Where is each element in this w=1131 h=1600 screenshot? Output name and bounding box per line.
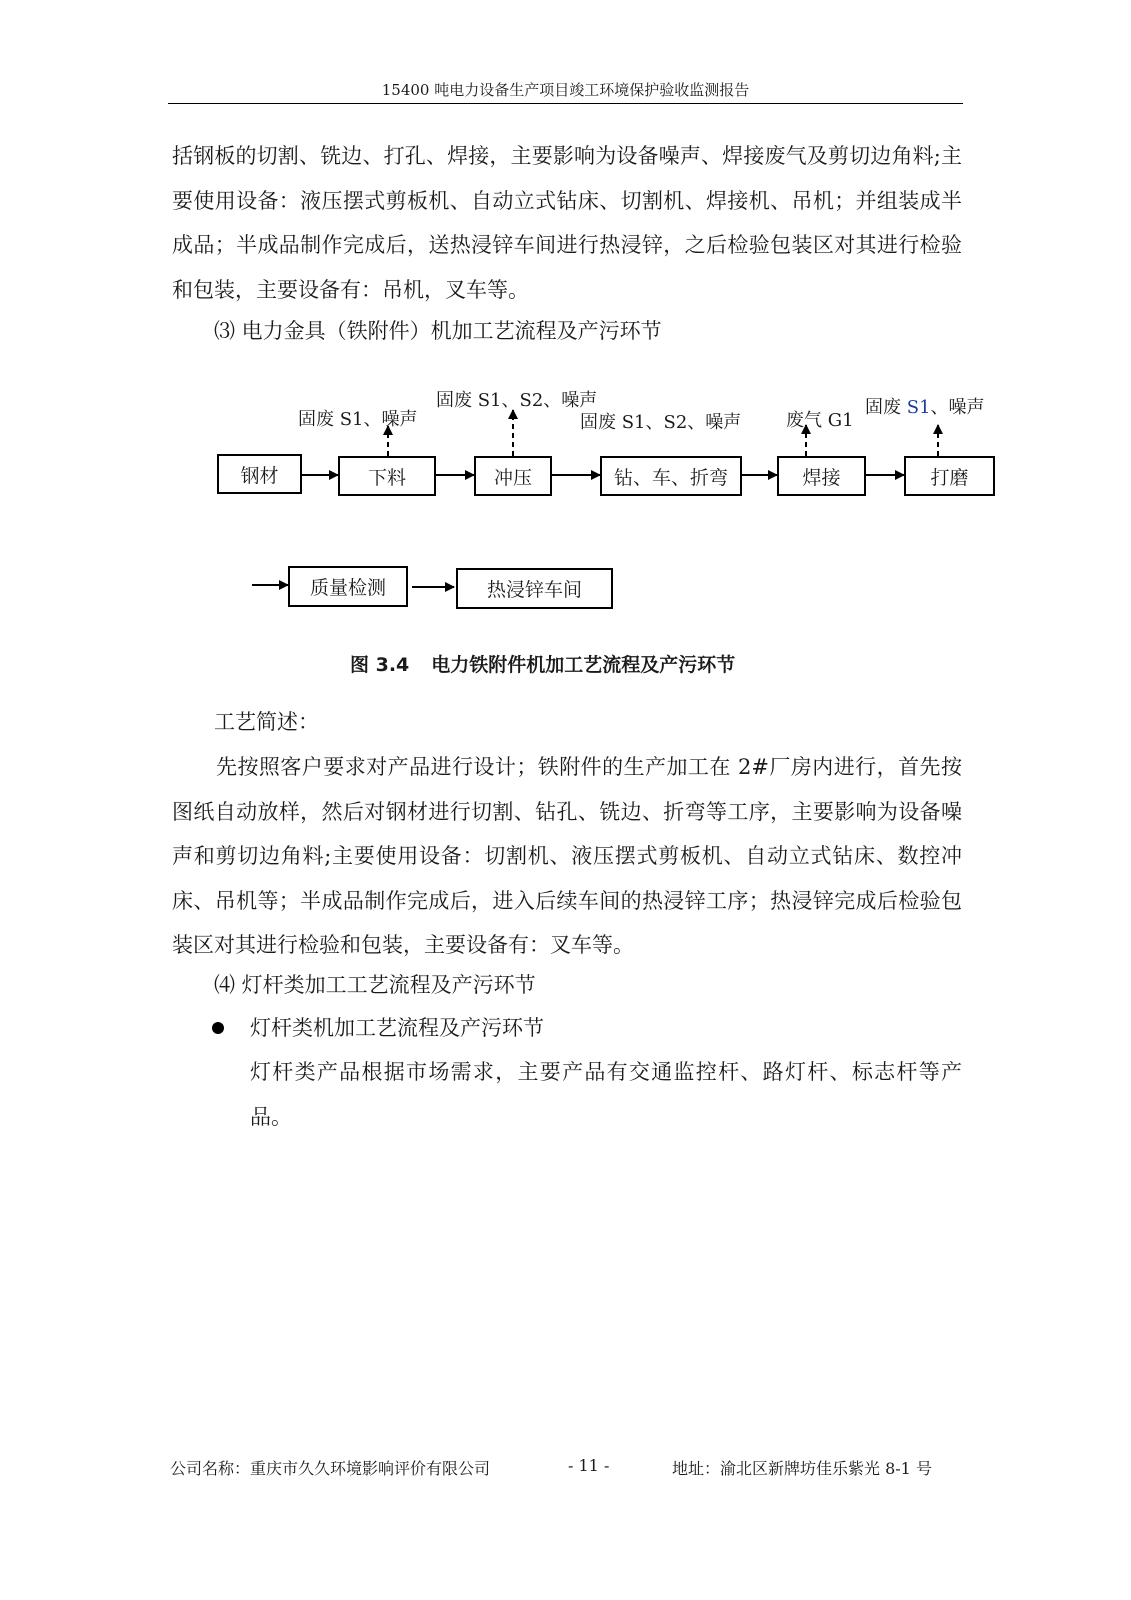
figure-caption <box>350 650 735 677</box>
emission-label-damo-code: S1 <box>906 397 931 418</box>
emission-label-zuan: 固废 S1、S2、噪声 <box>580 412 742 433</box>
flow-box-gangcai: 钢材 <box>217 454 302 494</box>
emission-label-damo <box>865 393 985 419</box>
flow-box-hanjie: 焊接 <box>777 456 866 496</box>
footer-company: 公司名称：重庆市久久环境影响评价有限公司 <box>170 1459 491 1478</box>
section-4-heading: ⑷ 灯杆类加工工艺流程及产污环节 <box>214 973 536 997</box>
emission-label-damo-prefix: 固废 <box>865 397 907 418</box>
bullet-dot <box>212 1022 224 1034</box>
figure-title: 电力铁附件机加工艺流程及产污环节 <box>431 654 736 676</box>
emission-label-hanjie: 废气 G1 <box>786 410 854 431</box>
intro-paragraph: 括钢板的切割、铣边、打孔、焊接，主要影响为设备噪声、焊接废气及剪切边角料;主要使用设备：液压摆式剪板机、自动立式钻床、切割机、焊接机、吊机；并组装成半成品；半成品制作完成后，送热浸锌车间进行热浸锌，之后检验包装区对其进行检验和包装，主要设备有：吊机，叉车等。 <box>172 144 962 302</box>
flow-box-chongya: 冲压 <box>474 456 552 496</box>
flow-box-damo: 打磨 <box>904 456 995 496</box>
flow-box-zuan-che-zhewan: 钻、车、折弯 <box>600 456 742 496</box>
flow-box-rejinxin-chejian: 热浸锌车间 <box>456 568 613 609</box>
section-3-heading: ⑶ 电力金具（铁附件）机加工艺流程及产污环节 <box>214 319 662 343</box>
footer-page-number: - 11 - <box>568 1456 610 1475</box>
process-description-paragraph: 先按照客户要求对产品进行设计；铁附件的生产加工在 2#厂房内进行，首先按图纸自动放样，然后对钢材进行切割、钻孔、铣边、折弯等工序，主要影响为设备噪声和剪切边角料;主要使用设备：切割机、液压摆式剪板机、自动立式钻床、数控冲床、吊机等；半成品制作完成后，进入后续车间的热浸锌工序；热浸锌完成后检验包装区对其进行检验和包装，主要设备有：叉车等。 <box>172 755 962 957</box>
footer-address: 地址：渝北区新牌坊佳乐紫光 8-1 号 <box>672 1459 932 1478</box>
process-description-heading: 工艺简述： <box>214 710 319 734</box>
bullet-item-light-pole: 灯杆类机加工艺流程及产污环节 <box>250 1016 544 1040</box>
emission-label-damo-suffix: 、噪声 <box>930 397 985 418</box>
light-pole-paragraph: 灯杆类产品根据市场需求，主要产品有交通监控杆、路灯杆、标志杆等产品。 <box>250 1060 962 1129</box>
flow-box-zhiliang-jiance: 质量检测 <box>288 566 408 607</box>
figure-number: 图 3.4 <box>350 654 410 676</box>
emission-label-chongya: 固废 S1、S2、噪声 <box>436 390 598 411</box>
report-header-title: 15400 吨电力设备生产项目竣工环境保护验收监测报告 <box>381 81 750 99</box>
flow-box-xialiao: 下料 <box>338 456 436 496</box>
flowchart-connectors <box>0 0 1131 640</box>
emission-label-xialiao: 固废 S1、噪声 <box>298 409 418 430</box>
